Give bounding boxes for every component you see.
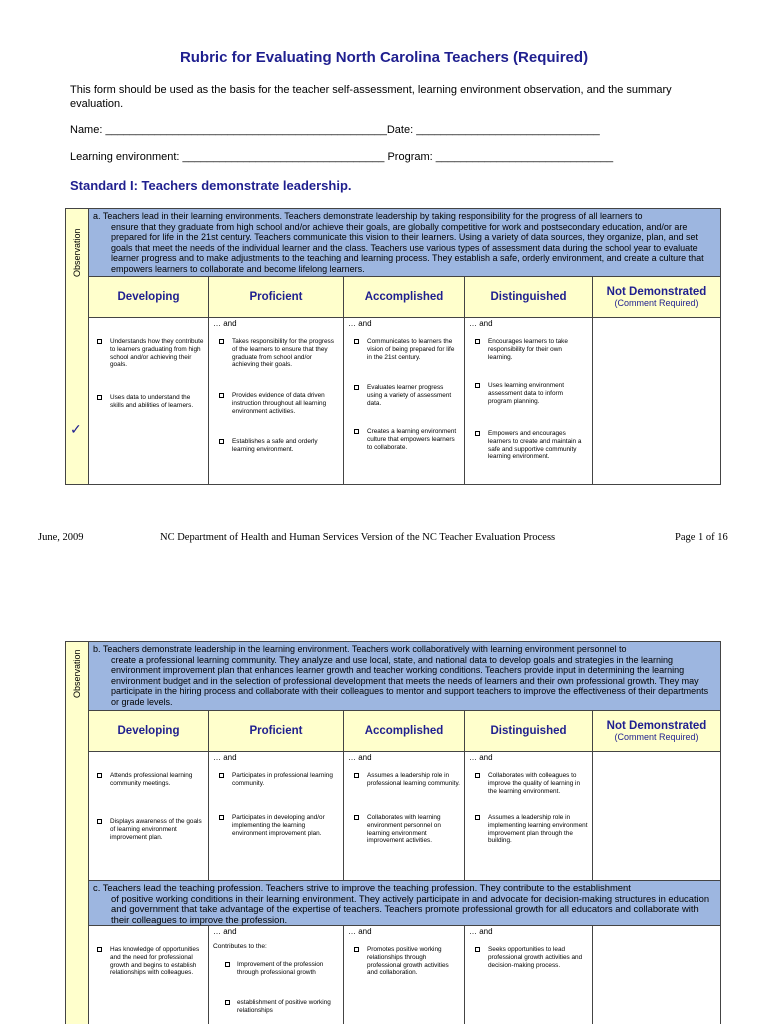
check-mark-icon: ✓ <box>70 421 82 437</box>
checkbox-icon[interactable] <box>225 962 230 967</box>
header-developing: Developing <box>89 277 209 317</box>
environment-program-line: Learning environment: _________________________________ Program: _____________________________ <box>70 151 614 163</box>
and-label: … and <box>213 927 237 936</box>
checkbox-item[interactable]: Promotes positive working relationships through professional growth activities and collaboration. <box>352 946 460 977</box>
and-label: … and <box>469 753 493 762</box>
element-c-description <box>89 881 720 926</box>
checkbox-icon[interactable] <box>97 819 102 824</box>
element-a-desc-rest: ensure that they graduate from high school and/or achieve their goals, are globally competitive for work and postsecondary education, and/or are prepared for life in the 21st century. Teachers communicate this vision to their learners. Using a variety of data sources, they organize, plan, and set goals that meet the needs of the individual learner and the class. Teachers use various types of assessment data during the school year to evaluate learner progress and to make adjustments to the teaching and learning process. They establish a safe, orderly environment, and create a culture that empowers learners to collaborate and become lifelong learners. <box>111 221 704 274</box>
header-accomplished: Accomplished <box>344 277 465 317</box>
page-title: Rubric for Evaluating North Carolina Teachers (Required) <box>179 49 589 66</box>
checkbox-item[interactable]: Uses data to understand the skills and abilities of learners. <box>95 394 205 410</box>
and-label: … and <box>213 319 237 328</box>
checkbox-icon[interactable] <box>219 815 224 820</box>
checkbox-item[interactable]: Evaluates learner progress using a variety of assessment data. <box>352 384 460 407</box>
rubric-table-a <box>65 208 721 485</box>
checkbox-icon[interactable] <box>475 815 480 820</box>
checkbox-icon[interactable] <box>219 439 224 444</box>
observation-label: Observation <box>72 649 82 698</box>
checkbox-icon[interactable] <box>354 385 359 390</box>
distinguished-column <box>465 926 593 1024</box>
proficient-lead-text: Contributes to the: <box>213 943 267 950</box>
checkbox-item[interactable]: Assumes a leadership role in implementing learning environment improvement plan through the building. <box>473 814 588 845</box>
checkbox-item[interactable]: Collaborates with learning environment personnel on learning environment improvement activities. <box>352 814 460 845</box>
element-a-description <box>89 209 720 277</box>
checkbox-item[interactable]: Communicates to learners the vision of being prepared for life in the 21st century. <box>352 338 460 361</box>
observation-column <box>66 209 89 484</box>
observation-column <box>66 642 89 1024</box>
accomplished-column <box>344 318 465 484</box>
rating-body-row-b <box>89 752 720 881</box>
footer-date: June, 2009 <box>38 532 84 543</box>
not-demonstrated-column <box>593 318 720 484</box>
checkbox-item[interactable]: Uses learning environment assessment data to inform program planning. <box>473 382 588 405</box>
footer-title: NC Department of Health and Human Services Version of the NC Teacher Evaluation Process <box>160 532 556 543</box>
checkbox-item[interactable]: establishment of positive working relationships <box>209 999 337 1015</box>
developing-column <box>89 926 209 1024</box>
checkbox-item[interactable]: Establishes a safe and orderly learning environment. <box>217 438 337 454</box>
and-label: … and <box>348 319 372 328</box>
and-label: … and <box>348 753 372 762</box>
checkbox-item[interactable]: Displays awareness of the goals of learning environment improvement plan. <box>95 818 205 841</box>
checkbox-icon[interactable] <box>97 395 102 400</box>
checkbox-icon[interactable] <box>475 339 480 344</box>
not-demonstrated-column <box>593 752 720 880</box>
rating-header-row-a <box>89 277 720 318</box>
proficient-column <box>209 752 344 880</box>
rubric-table-b <box>65 641 721 1024</box>
header-distinguished: Distinguished <box>465 277 593 317</box>
proficient-column <box>209 318 344 484</box>
developing-column <box>89 752 209 880</box>
checkbox-item[interactable]: Creates a learning environment culture that empowers learners to collaborate. <box>352 428 460 451</box>
element-c-desc-rest: of positive working conditions in their learning environment. They actively participate in and advocate for decision-making structures in education and government that take advantage of the expertise of teachers. Teachers promote professional growth for all educators and collaborate with their colleagues to improve the profession. <box>111 892 710 925</box>
rating-body-row-c <box>89 926 720 1024</box>
element-b-description <box>89 642 720 711</box>
element-a-desc-first: a. Teachers lead in their learning environments. Teachers demonstrate leadership by taking responsibility for the progress of all learners to <box>93 211 643 221</box>
checkbox-item[interactable]: Improvement of the profession through professional growth <box>209 961 337 977</box>
and-label: … and <box>348 927 372 936</box>
checkbox-icon[interactable] <box>97 773 102 778</box>
checkbox-icon[interactable] <box>219 339 224 344</box>
checkbox-item[interactable]: Attends professional learning community meetings. <box>95 772 205 788</box>
checkbox-item[interactable]: Participates in professional learning community. <box>217 772 337 788</box>
checkbox-item[interactable]: Takes responsibility for the progress of the learners to ensure that they graduate from school and/or achieving their goals. <box>217 338 337 369</box>
and-label: … and <box>469 927 493 936</box>
rating-body-row-a <box>89 318 720 484</box>
intro-text: This form should be used as the basis for the teacher self-assessment, learning environment observation, and the summary evaluation. <box>70 84 672 110</box>
checkbox-icon[interactable] <box>219 393 224 398</box>
standard-heading: Standard I: Teachers demonstrate leadership. <box>70 178 352 193</box>
checkbox-icon[interactable] <box>475 773 480 778</box>
rating-header-row-b <box>89 711 720 752</box>
header-proficient: Proficient <box>209 711 344 751</box>
checkbox-icon[interactable] <box>97 339 102 344</box>
accomplished-column <box>344 752 465 880</box>
checkbox-item[interactable]: Participates in developing and/or implementing the learning environment improvement plan. <box>217 814 337 837</box>
not-demonstrated-label: Not Demonstrated <box>606 720 707 732</box>
checkbox-icon[interactable] <box>225 1000 230 1005</box>
header-distinguished: Distinguished <box>465 711 593 751</box>
checkbox-icon[interactable] <box>475 947 480 952</box>
comment-required-label: (Comment Required) <box>614 298 699 308</box>
name-date-line: Name: ______________________________________________Date: ______________________________ <box>70 124 600 136</box>
checkbox-icon[interactable] <box>219 773 224 778</box>
checkbox-icon[interactable] <box>475 431 480 436</box>
header-developing: Developing <box>89 711 209 751</box>
header-not-demonstrated <box>593 277 720 317</box>
not-demonstrated-column <box>593 926 720 1024</box>
checkbox-icon[interactable] <box>354 339 359 344</box>
checkbox-icon[interactable] <box>354 947 359 952</box>
not-demonstrated-label: Not Demonstrated <box>606 286 707 298</box>
checkbox-icon[interactable] <box>475 383 480 388</box>
checkbox-icon[interactable] <box>354 815 359 820</box>
checkbox-item[interactable]: Has knowledge of opportunities and the need for professional growth and begins to establish relationships with colleagues. <box>95 946 205 977</box>
checkbox-item[interactable]: Empowers and encourages learners to create and maintain a safe and supportive community learning environment. <box>473 430 588 461</box>
checkbox-item[interactable]: Provides evidence of data driven instruction throughout all learning environment activities. <box>217 392 337 415</box>
footer-page: Page 1 of 16 <box>675 532 728 543</box>
checkbox-item[interactable]: Encourages learners to take responsibility for their own learning. <box>473 338 588 361</box>
header-proficient: Proficient <box>209 277 344 317</box>
and-label: … and <box>469 319 493 328</box>
element-b-desc-first: b. Teachers demonstrate leadership in the learning environment. Teachers work collaboratively with learning environment personnel to <box>93 644 627 654</box>
distinguished-column <box>465 318 593 484</box>
checkbox-item[interactable]: Assumes a leadership role in professional learning community. <box>352 772 460 788</box>
distinguished-column <box>465 752 593 880</box>
checkbox-icon[interactable] <box>97 947 102 952</box>
checkbox-item[interactable]: Understands how they contribute to learners graduating from high school and/or achieving their goals. <box>95 338 205 369</box>
observation-label: Observation <box>72 228 82 277</box>
element-b-desc-rest: create a professional learning community. They analyze and use local, state, and national data to develop goals and strategies in the learning environment improvement plan that enhances learner growth and teacher working conditions. Teachers provide input in determining the learning environment budget and in the selection of professional development that meets the needs of learners and their own professional growth. They may participate in the hiring process and collaborate with their colleagues to mentor and support teachers to improve the effectiveness of their departments or grade levels. <box>111 654 709 707</box>
checkbox-item[interactable]: Collaborates with colleagues to improve the quality of learning in the learning environment. <box>473 772 588 795</box>
proficient-column <box>209 926 344 1024</box>
header-not-demonstrated <box>593 711 720 751</box>
comment-required-label: (Comment Required) <box>614 732 699 742</box>
header-accomplished: Accomplished <box>344 711 465 751</box>
developing-column <box>89 318 209 484</box>
checkbox-icon[interactable] <box>354 773 359 778</box>
accomplished-column <box>344 926 465 1024</box>
checkbox-item[interactable]: Seeks opportunities to lead professional growth activities and decision-making process. <box>473 946 588 969</box>
checkbox-icon[interactable] <box>354 429 359 434</box>
element-c-desc-first: c. Teachers lead the teaching profession. Teachers strive to improve the teaching profession. They contribute to the establishment <box>93 882 631 893</box>
and-label: … and <box>213 753 237 762</box>
